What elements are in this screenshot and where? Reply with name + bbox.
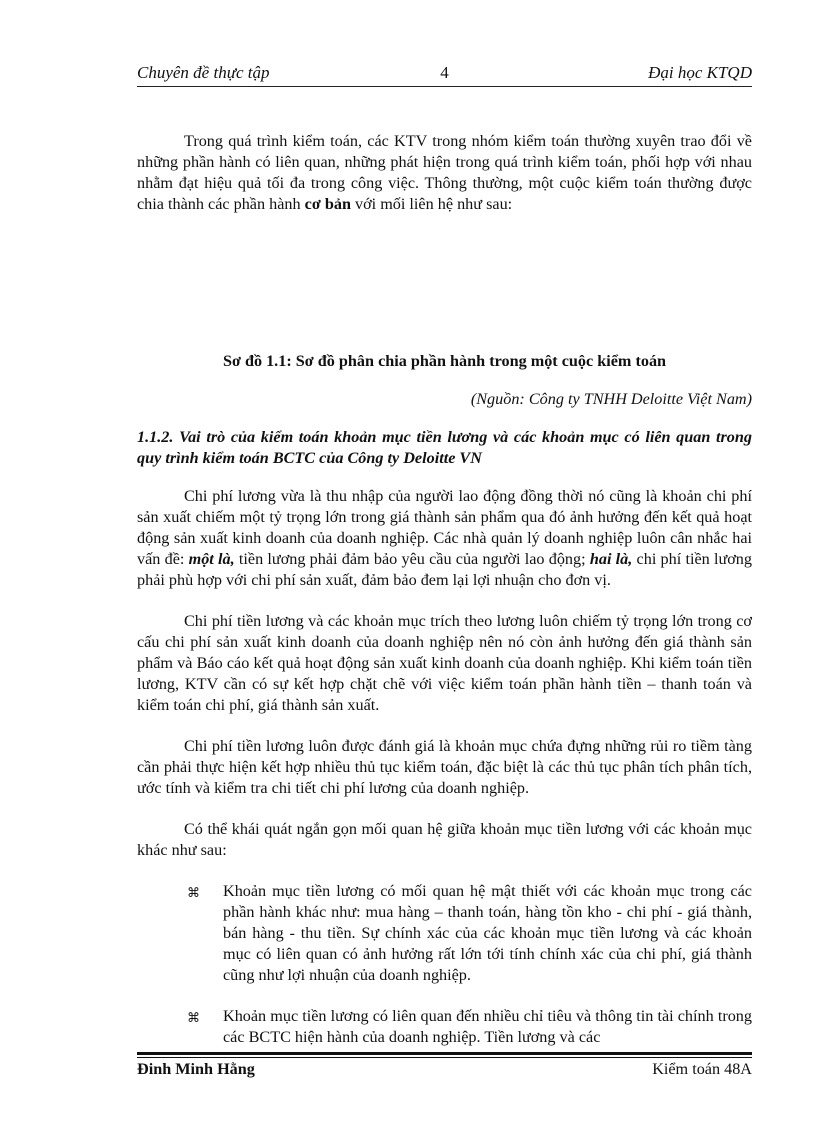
footer-class: Kiểm toán 48A [652,1060,752,1078]
bullet-mark-icon: ⌘ [187,885,200,900]
list-item [137,881,752,986]
paragraph-1-text-c: chi phí tiền lương phải phù hợp với chi phí sản xuất, đảm bảo đem lại lợi nhuận cho đơn vị. [137,550,752,589]
paragraph-3: Chi phí tiền lương luôn được đánh giá là khoản mục chứa đựng những rủi ro tiềm tàng cần phải thực hiện kết hợp nhiều thủ tục kiểm toán, đặc biệt là các thủ tục phân tích phân tích, ước tính và kiểm tra chi tiết chi phí lương của doanh nghiệp. [137,737,752,797]
paragraph-1 [137,486,752,591]
page-header [137,63,752,85]
spacer [137,469,752,486]
paragraph-4: Có thể khái quát ngắn gọn mối quan hệ giữa khoản mục tiền lương với các khoản mục khác như sau: [137,820,752,859]
spacer [137,799,752,819]
intro-text-start: Trong quá trình kiểm toán, các KTV trong nhóm kiểm toán thường xuyên trao đổi về những phần hành có liên quan, những phát hiện trong quá trình kiểm toán, phối hợp với nhau nhằm đạt hiệu quả tối đa trong công việc. Thông thường, một cuộc kiểm toán thường được chia thành các phần hành [137,132,752,213]
footer-divider-thick [137,1052,752,1055]
spacer [137,861,752,881]
bullet-mark-icon: ⌘ [187,1010,200,1025]
paragraph-1-text-a: Chi phí lương vừa là thu nhập của người lao động đồng thời nó cũng là khoản chi phí sản xuất chiếm một tỷ trọng lớn trong giá thành sản phẩm qua đó ảnh hưởng đến kết quả hoạt động sản xuất kinh doanh của doanh nghiệp. Các nhà quản lý doanh nghiệp luôn cân nhắc hai vấn đề: [137,487,752,568]
spacer [137,716,752,736]
intro-paragraph [137,131,752,215]
header-divider [137,86,752,87]
figure-title: Sơ đồ 1.1: Sơ đồ phân chia phần hành trong một cuộc kiểm toán [222,352,667,370]
list-item-text: Khoản mục tiền lương có liên quan đến nhiều chỉ tiêu và thông tin tài chính trong các BCTC hiện hành của doanh nghiệp. Tiền lương và các [223,1007,752,1046]
page-number: 4 [440,63,449,82]
paragraph-2: Chi phí tiền lương và các khoản mục trích theo lương luôn chiếm tỷ trọng lớn trong cơ cấu chi phí sản xuất kinh doanh của doanh nghiệp nên nó còn ảnh hưởng đến giá thành sản phẩm và Báo cáo kết quả hoạt động sản xuất kinh doanh của doanh nghiệp. Khi kiểm toán tiền lương, KTV cần có sự kết hợp chặt chẽ với việc kiểm toán phần hành tiền – thanh toán và kiểm toán chi phí, giá thành sản xuất. [137,612,752,714]
page-footer [137,1060,752,1082]
spacer [137,591,752,611]
intro-bold-term: cơ bản [304,195,351,213]
page-body [137,131,752,1048]
list-item [137,1006,752,1048]
list-item-text: Khoản mục tiền lương có mối quan hệ mật thiết với các khoản mục trong các phần hành khác như: mua hàng – thanh toán, hàng tồn kho - chi phí - giá thành, bán hàng - thu tiền. Sự chính xác của các khoản mục tiền lương và các khoản mục có liên quan có ảnh hưởng rất lớn tới tính chính xác của chi phí, giá thành cũng như lợi nhuận của doanh nghiệp. [223,882,752,984]
intro-text-end: với mối liên hệ như sau: [350,195,513,213]
bullet-list [137,881,752,1048]
section-heading: 1.1.2. Vai trò của kiểm toán khoản mục tiền lương và các khoản mục có liên quan trong quy trình kiểm toán BCTC của Công ty Deloitte VN [137,428,752,467]
paragraph-1-emphasis-2: hai là, [589,550,633,568]
footer-author: Đinh Minh Hằng [137,1060,255,1078]
paragraph-1-text-b: tiền lương phải đảm bảo yêu cầu của người lao động; [234,550,590,568]
header-document-type: Chuyên đề thực tập [137,63,270,82]
diagram-placeholder [137,215,752,351]
figure-source: (Nguồn: Công ty TNHH Deloitte Việt Nam) [470,390,752,408]
footer-divider-thin [137,1057,752,1058]
header-university: Đại học KTQD [648,63,752,82]
paragraph-1-emphasis-1: một là, [188,550,235,568]
